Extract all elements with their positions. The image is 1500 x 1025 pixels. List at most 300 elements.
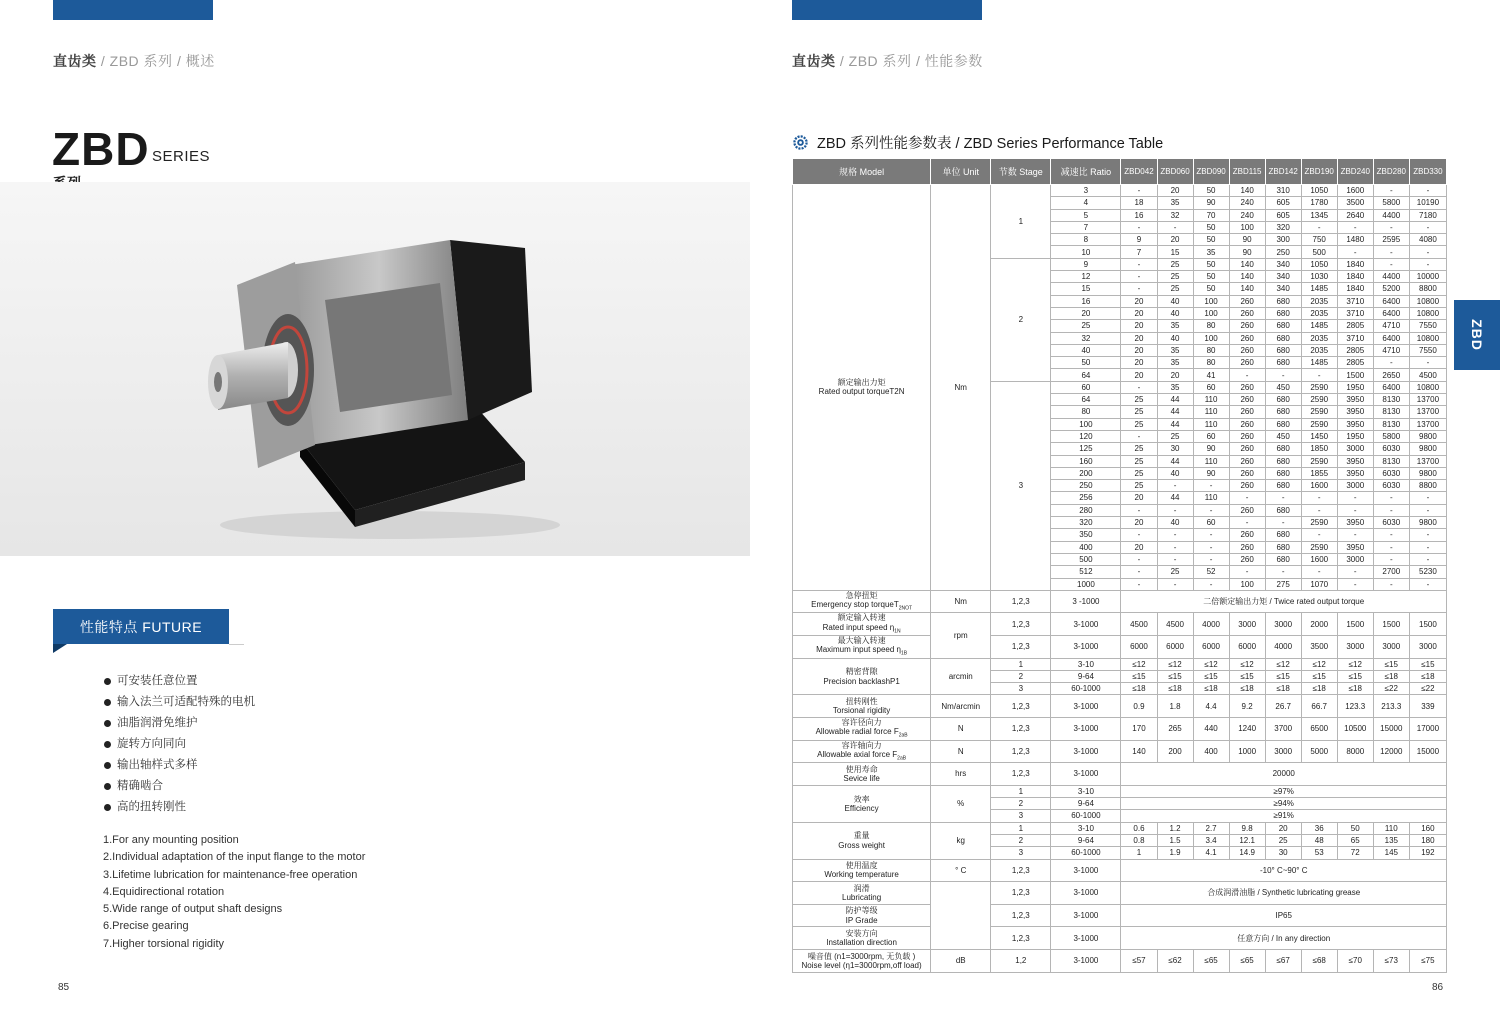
value-cell: ≤12 bbox=[1121, 658, 1157, 670]
unit-cell: Nm bbox=[931, 590, 991, 613]
value-cell: IP65 bbox=[1121, 904, 1447, 927]
value-cell: 4.1 bbox=[1193, 847, 1229, 859]
performance-table-body bbox=[793, 185, 1447, 973]
value-cell: 1850 bbox=[1301, 443, 1337, 455]
value-cell: 680 bbox=[1265, 394, 1301, 406]
value-cell: 20 bbox=[1157, 234, 1193, 246]
value-cell: 65 bbox=[1337, 835, 1373, 847]
value-cell: 53 bbox=[1301, 847, 1337, 859]
value-cell: ≤12 bbox=[1193, 658, 1229, 670]
feature-item-en: 6.Precise gearing bbox=[103, 920, 189, 933]
table-header-row bbox=[793, 159, 1447, 185]
unit-cell: kg bbox=[931, 822, 991, 859]
col-header-model: 规格 Model bbox=[793, 159, 931, 185]
value-cell: 10190 bbox=[1409, 197, 1446, 209]
value-cell: 605 bbox=[1265, 209, 1301, 221]
row-label bbox=[793, 613, 931, 636]
row-label-en: Allowable radial force $F_{2aB}$ bbox=[815, 727, 908, 739]
value-cell: 110 bbox=[1193, 418, 1229, 430]
top-accent-bar bbox=[53, 0, 213, 20]
value-cell: ≤65 bbox=[1193, 950, 1229, 973]
value-cell: ≤15 bbox=[1337, 670, 1373, 682]
value-cell: - bbox=[1265, 566, 1301, 578]
value-cell: 1.2 bbox=[1157, 822, 1193, 834]
feature-item-en: 2.Individual adaptation of the input flange to the motor bbox=[103, 851, 366, 864]
value-cell: ≤18 bbox=[1121, 683, 1157, 695]
ratio-cell: 120 bbox=[1051, 430, 1121, 442]
row-label-en: Noise level (η1=3000rpm,off load) bbox=[801, 960, 922, 970]
value-cell: - bbox=[1193, 541, 1229, 553]
value-cell: 40 bbox=[1157, 307, 1193, 319]
value-cell: 5800 bbox=[1373, 430, 1409, 442]
value-cell: ≤12 bbox=[1265, 658, 1301, 670]
row-label bbox=[793, 718, 931, 741]
value-cell: ≤65 bbox=[1229, 950, 1265, 973]
value-cell: - bbox=[1193, 529, 1229, 541]
ratio-cell: 350 bbox=[1051, 529, 1121, 541]
features-tab-fold bbox=[53, 644, 67, 653]
value-cell: - bbox=[1157, 221, 1193, 233]
value-cell: 8130 bbox=[1373, 418, 1409, 430]
value-cell: ≥91% bbox=[1121, 810, 1447, 822]
value-cell: 6030 bbox=[1373, 480, 1409, 492]
unit-cell: hrs bbox=[931, 763, 991, 786]
value-cell: 340 bbox=[1265, 271, 1301, 283]
value-cell: 260 bbox=[1229, 480, 1265, 492]
value-cell: 260 bbox=[1229, 394, 1265, 406]
value-cell: 110 bbox=[1193, 455, 1229, 467]
stage-cell: 1,2,3 bbox=[991, 882, 1051, 905]
value-cell: ≥97% bbox=[1121, 785, 1447, 797]
value-cell: 90 bbox=[1193, 197, 1229, 209]
value-cell: ≤12 bbox=[1157, 658, 1193, 670]
value-cell: 2590 bbox=[1301, 455, 1337, 467]
value-cell: - bbox=[1121, 529, 1157, 541]
value-cell: 340 bbox=[1265, 283, 1301, 295]
value-cell: ≤12 bbox=[1229, 658, 1265, 670]
ratio-cell: 125 bbox=[1051, 443, 1121, 455]
value-cell: 50 bbox=[1193, 234, 1229, 246]
value-cell: 6000 bbox=[1121, 635, 1157, 658]
value-cell: 3710 bbox=[1337, 295, 1373, 307]
value-cell: ≤18 bbox=[1265, 683, 1301, 695]
value-cell: 240 bbox=[1229, 197, 1265, 209]
value-cell: 7550 bbox=[1409, 344, 1446, 356]
value-cell: 10800 bbox=[1409, 332, 1446, 344]
gear-icon bbox=[793, 135, 808, 150]
row-label-cn: 额定输出力矩 bbox=[837, 378, 886, 388]
value-cell: 44 bbox=[1157, 394, 1193, 406]
ratio-cell: 3-1000 bbox=[1051, 882, 1121, 905]
value-cell: - bbox=[1337, 504, 1373, 516]
value-cell: 25 bbox=[1121, 394, 1157, 406]
value-cell: ≤18 bbox=[1373, 670, 1409, 682]
row-label-cn: 容许径向力 bbox=[841, 718, 882, 728]
row-label bbox=[793, 740, 931, 763]
value-cell: 25 bbox=[1121, 455, 1157, 467]
value-cell: 4500 bbox=[1409, 369, 1446, 381]
row-label-en: Efficiency bbox=[844, 803, 879, 813]
value-cell: - bbox=[1301, 492, 1337, 504]
performance-table bbox=[792, 158, 1447, 973]
stage-cell: 3 bbox=[991, 381, 1051, 590]
value-cell: - bbox=[1373, 258, 1409, 270]
value-cell: - bbox=[1121, 553, 1157, 565]
value-cell: 50 bbox=[1193, 283, 1229, 295]
value-cell: 680 bbox=[1265, 320, 1301, 332]
value-cell: 9800 bbox=[1409, 517, 1446, 529]
breadcrumb-right: 直齿类 / ZBD 系列 / 性能参数 bbox=[792, 53, 983, 69]
value-cell: - bbox=[1121, 566, 1157, 578]
value-cell: 50 bbox=[1193, 258, 1229, 270]
value-cell: 9800 bbox=[1409, 443, 1446, 455]
value-cell: - bbox=[1337, 246, 1373, 258]
value-cell: 60 bbox=[1193, 430, 1229, 442]
value-cell: 605 bbox=[1265, 197, 1301, 209]
row-label-en: Gross weight bbox=[838, 840, 885, 850]
ratio-cell: 64 bbox=[1051, 394, 1121, 406]
value-cell: 3710 bbox=[1337, 307, 1373, 319]
ratio-cell: 4 bbox=[1051, 197, 1121, 209]
value-cell: 260 bbox=[1229, 307, 1265, 319]
row-label-cn: 重量 bbox=[853, 831, 870, 841]
series-title: ZBD bbox=[52, 123, 150, 175]
value-cell: 任意方向 / In any direction bbox=[1121, 927, 1447, 950]
row-label-en: Installation direction bbox=[826, 938, 897, 948]
value-cell: - bbox=[1409, 504, 1446, 516]
unit-cell bbox=[931, 882, 991, 950]
stage-cell: 1 bbox=[991, 658, 1051, 670]
value-cell: 2.7 bbox=[1193, 822, 1229, 834]
value-cell: 3000 bbox=[1409, 635, 1446, 658]
table-row bbox=[793, 590, 1447, 613]
value-cell: 9800 bbox=[1409, 430, 1446, 442]
ratio-cell: 1000 bbox=[1051, 578, 1121, 590]
value-cell: 260 bbox=[1229, 504, 1265, 516]
row-label bbox=[793, 822, 931, 859]
features-list-en bbox=[103, 833, 365, 954]
value-cell: 7180 bbox=[1409, 209, 1446, 221]
value-cell: 35 bbox=[1157, 344, 1193, 356]
value-cell: 10800 bbox=[1409, 295, 1446, 307]
value-cell: 192 bbox=[1409, 847, 1446, 859]
row-label bbox=[793, 785, 931, 822]
ratio-cell: 3-1000 bbox=[1051, 635, 1121, 658]
value-cell: ≤57 bbox=[1121, 950, 1157, 973]
stage-cell: 1 bbox=[991, 185, 1051, 259]
value-cell: 1050 bbox=[1301, 258, 1337, 270]
value-cell: - bbox=[1121, 430, 1157, 442]
value-cell: 680 bbox=[1265, 553, 1301, 565]
row-label bbox=[793, 882, 931, 905]
value-cell: 15000 bbox=[1373, 718, 1409, 741]
value-cell: 2590 bbox=[1301, 406, 1337, 418]
value-cell: 160 bbox=[1409, 822, 1446, 834]
stage-cell: 1,2,3 bbox=[991, 904, 1051, 927]
value-cell: 400 bbox=[1193, 740, 1229, 763]
col-header-unit: 单位 Unit bbox=[931, 159, 991, 185]
value-cell: 16 bbox=[1121, 209, 1157, 221]
ratio-cell: 60 bbox=[1051, 381, 1121, 393]
value-cell: 15 bbox=[1157, 246, 1193, 258]
value-cell: ≤62 bbox=[1157, 950, 1193, 973]
value-cell: - bbox=[1409, 246, 1446, 258]
table-row bbox=[793, 950, 1447, 973]
value-cell: 3950 bbox=[1337, 418, 1373, 430]
stage-cell: 1,2,3 bbox=[991, 635, 1051, 658]
value-cell: 10500 bbox=[1337, 718, 1373, 741]
value-cell: 3950 bbox=[1337, 517, 1373, 529]
row-label-cn: 最大输入转速 bbox=[837, 636, 886, 646]
value-cell: 20 bbox=[1121, 517, 1157, 529]
table-row bbox=[793, 785, 1447, 797]
value-cell: - bbox=[1337, 492, 1373, 504]
stage-cell: 2 bbox=[991, 835, 1051, 847]
value-cell: 25 bbox=[1157, 566, 1193, 578]
value-cell: 3700 bbox=[1265, 718, 1301, 741]
value-cell: - bbox=[1409, 578, 1446, 590]
col-header-zbd042: ZBD042 bbox=[1121, 159, 1157, 185]
value-cell: ≤18 bbox=[1229, 683, 1265, 695]
value-cell: 680 bbox=[1265, 504, 1301, 516]
value-cell: 3950 bbox=[1337, 394, 1373, 406]
value-cell: 3000 bbox=[1337, 635, 1373, 658]
value-cell: 100 bbox=[1193, 332, 1229, 344]
value-cell: ≤73 bbox=[1373, 950, 1409, 973]
row-label bbox=[793, 695, 931, 718]
feature-item: 精确啮合 bbox=[104, 779, 255, 800]
value-cell: 340 bbox=[1265, 258, 1301, 270]
row-label-en: Allowable axial force $F_{2aB}$ bbox=[817, 749, 907, 762]
value-cell: 66.7 bbox=[1301, 695, 1337, 718]
value-cell: 1600 bbox=[1301, 480, 1337, 492]
ratio-cell: 3-10 bbox=[1051, 658, 1121, 670]
value-cell: 1480 bbox=[1337, 234, 1373, 246]
value-cell: 8130 bbox=[1373, 394, 1409, 406]
value-cell: 2650 bbox=[1373, 369, 1409, 381]
stage-cell: 1,2,3 bbox=[991, 695, 1051, 718]
value-cell: 6000 bbox=[1157, 635, 1193, 658]
unit-cell: N bbox=[931, 718, 991, 741]
value-cell: 450 bbox=[1265, 430, 1301, 442]
value-cell: - bbox=[1193, 553, 1229, 565]
stage-cell: 1 bbox=[991, 822, 1051, 834]
unit-cell: % bbox=[931, 785, 991, 822]
row-label-cn: 容许轴向力 bbox=[841, 740, 882, 750]
value-cell: 275 bbox=[1265, 578, 1301, 590]
value-cell: -10° C~90° C bbox=[1121, 859, 1447, 882]
value-cell: 40 bbox=[1157, 332, 1193, 344]
value-cell: 4080 bbox=[1409, 234, 1446, 246]
col-header-zbd330: ZBD330 bbox=[1409, 159, 1446, 185]
ratio-cell: 500 bbox=[1051, 553, 1121, 565]
col-header-zbd190: ZBD190 bbox=[1301, 159, 1337, 185]
row-label-cn: 精密背隙 bbox=[845, 667, 878, 677]
value-cell: 1600 bbox=[1337, 185, 1373, 197]
value-cell: 20000 bbox=[1121, 763, 1447, 786]
value-cell: 3000 bbox=[1373, 635, 1409, 658]
value-cell: ≤12 bbox=[1337, 658, 1373, 670]
value-cell: 6030 bbox=[1373, 467, 1409, 479]
ratio-cell: 9-64 bbox=[1051, 670, 1121, 682]
value-cell: 20 bbox=[1121, 344, 1157, 356]
col-header-zbd142: ZBD142 bbox=[1265, 159, 1301, 185]
value-cell: 2000 bbox=[1301, 613, 1337, 636]
value-cell: 260 bbox=[1229, 381, 1265, 393]
value-cell: ≤15 bbox=[1409, 658, 1446, 670]
value-cell: - bbox=[1337, 578, 1373, 590]
side-tab-right: ZBD bbox=[1454, 300, 1500, 370]
value-cell: 100 bbox=[1229, 578, 1265, 590]
value-cell: - bbox=[1121, 185, 1157, 197]
ratio-cell: 64 bbox=[1051, 369, 1121, 381]
feature-item-en: 7.Higher torsional rigidity bbox=[103, 937, 225, 950]
value-cell: 32 bbox=[1157, 209, 1193, 221]
ratio-cell: 3-1000 bbox=[1051, 718, 1121, 741]
value-cell: - bbox=[1229, 517, 1265, 529]
value-cell: 750 bbox=[1301, 234, 1337, 246]
value-cell: - bbox=[1265, 369, 1301, 381]
unit-cell: Nm bbox=[931, 185, 991, 591]
value-cell: 110 bbox=[1193, 406, 1229, 418]
value-cell: 30 bbox=[1157, 443, 1193, 455]
row-label bbox=[793, 950, 931, 973]
value-cell: 4.4 bbox=[1193, 695, 1229, 718]
value-cell: 90 bbox=[1193, 443, 1229, 455]
ratio-cell: 200 bbox=[1051, 467, 1121, 479]
value-cell: 260 bbox=[1229, 295, 1265, 307]
value-cell: 260 bbox=[1229, 430, 1265, 442]
value-cell: 2805 bbox=[1337, 357, 1373, 369]
table-row bbox=[793, 904, 1447, 927]
ratio-cell: 60-1000 bbox=[1051, 683, 1121, 695]
page-number-right: 86 bbox=[1432, 982, 1444, 993]
value-cell: 1450 bbox=[1301, 430, 1337, 442]
value-cell: - bbox=[1121, 271, 1157, 283]
stage-cell: 1,2,3 bbox=[991, 859, 1051, 882]
value-cell: 680 bbox=[1265, 529, 1301, 541]
ratio-cell: 512 bbox=[1051, 566, 1121, 578]
value-cell: 50 bbox=[1337, 822, 1373, 834]
value-cell: 1500 bbox=[1337, 369, 1373, 381]
value-cell: 35 bbox=[1193, 246, 1229, 258]
value-cell: 4500 bbox=[1121, 613, 1157, 636]
value-cell: 26.7 bbox=[1265, 695, 1301, 718]
value-cell: 180 bbox=[1409, 835, 1446, 847]
value-cell: - bbox=[1229, 492, 1265, 504]
value-cell: 50 bbox=[1193, 185, 1229, 197]
value-cell: 250 bbox=[1265, 246, 1301, 258]
ratio-cell: 5 bbox=[1051, 209, 1121, 221]
col-header-stage: 节数 Stage bbox=[991, 159, 1051, 185]
ratio-cell: 8 bbox=[1051, 234, 1121, 246]
value-cell: - bbox=[1373, 578, 1409, 590]
table-row bbox=[793, 763, 1447, 786]
value-cell: - bbox=[1409, 357, 1446, 369]
feature-item: 油脂润滑免维护 bbox=[104, 716, 255, 737]
value-cell: - bbox=[1193, 504, 1229, 516]
value-cell: 90 bbox=[1229, 234, 1265, 246]
value-cell: 2590 bbox=[1301, 381, 1337, 393]
row-label-cn: 使用温度 bbox=[845, 861, 878, 871]
value-cell: - bbox=[1373, 492, 1409, 504]
ratio-cell: 3-1000 bbox=[1051, 763, 1121, 786]
value-cell: 6000 bbox=[1193, 635, 1229, 658]
value-cell: 100 bbox=[1193, 295, 1229, 307]
value-cell: 50 bbox=[1193, 271, 1229, 283]
stage-cell: 1 bbox=[991, 785, 1051, 797]
stage-cell: 3 bbox=[991, 847, 1051, 859]
value-cell: 6030 bbox=[1373, 517, 1409, 529]
value-cell: 20 bbox=[1157, 185, 1193, 197]
value-cell: 1.8 bbox=[1157, 695, 1193, 718]
ratio-cell: 25 bbox=[1051, 320, 1121, 332]
value-cell: - bbox=[1193, 480, 1229, 492]
value-cell: 25 bbox=[1121, 467, 1157, 479]
ratio-cell: 9-64 bbox=[1051, 798, 1121, 810]
value-cell: 3710 bbox=[1337, 332, 1373, 344]
value-cell: - bbox=[1337, 529, 1373, 541]
value-cell: 2805 bbox=[1337, 344, 1373, 356]
value-cell: ≤18 bbox=[1157, 683, 1193, 695]
value-cell: - bbox=[1301, 504, 1337, 516]
value-cell: 3000 bbox=[1337, 480, 1373, 492]
value-cell: 20 bbox=[1121, 332, 1157, 344]
value-cell: 18 bbox=[1121, 197, 1157, 209]
feature-item: 输入法兰可适配特殊的电机 bbox=[104, 695, 255, 716]
row-label-cn: 效率 bbox=[853, 794, 870, 804]
value-cell: 1600 bbox=[1301, 553, 1337, 565]
value-cell: - bbox=[1373, 541, 1409, 553]
value-cell: 20 bbox=[1265, 822, 1301, 834]
value-cell: 15000 bbox=[1409, 740, 1446, 763]
value-cell: ≤75 bbox=[1409, 950, 1446, 973]
value-cell: 7550 bbox=[1409, 320, 1446, 332]
value-cell: 6400 bbox=[1373, 332, 1409, 344]
value-cell: - bbox=[1409, 258, 1446, 270]
value-cell: 4000 bbox=[1193, 613, 1229, 636]
value-cell: 100 bbox=[1193, 307, 1229, 319]
ratio-cell: 32 bbox=[1051, 332, 1121, 344]
value-cell: 13700 bbox=[1409, 394, 1446, 406]
row-label-en: Lubricating bbox=[842, 893, 882, 903]
stage-cell: 1,2,3 bbox=[991, 590, 1051, 613]
row-label-en: Sevice life bbox=[843, 774, 880, 784]
stage-cell: 3 bbox=[991, 810, 1051, 822]
value-cell: 3000 bbox=[1337, 553, 1373, 565]
value-cell: 110 bbox=[1193, 394, 1229, 406]
value-cell: 5000 bbox=[1301, 740, 1337, 763]
col-header-ratio: 减速比 Ratio bbox=[1051, 159, 1121, 185]
col-header-zbd280: ZBD280 bbox=[1373, 159, 1409, 185]
value-cell: 135 bbox=[1373, 835, 1409, 847]
row-label-en: IP Grade bbox=[845, 915, 878, 925]
value-cell: 7 bbox=[1121, 246, 1157, 258]
value-cell: 25 bbox=[1157, 430, 1193, 442]
table-row bbox=[793, 859, 1447, 882]
value-cell: 52 bbox=[1193, 566, 1229, 578]
value-cell: 260 bbox=[1229, 443, 1265, 455]
value-cell: 680 bbox=[1265, 541, 1301, 553]
value-cell: 1345 bbox=[1301, 209, 1337, 221]
row-label-en: Rated output torqueT2N bbox=[818, 387, 905, 397]
value-cell: 5230 bbox=[1409, 566, 1446, 578]
stage-cell: 3 bbox=[991, 683, 1051, 695]
value-cell: 3.4 bbox=[1193, 835, 1229, 847]
value-cell: 9800 bbox=[1409, 467, 1446, 479]
value-cell: 500 bbox=[1301, 246, 1337, 258]
value-cell: 1050 bbox=[1301, 185, 1337, 197]
